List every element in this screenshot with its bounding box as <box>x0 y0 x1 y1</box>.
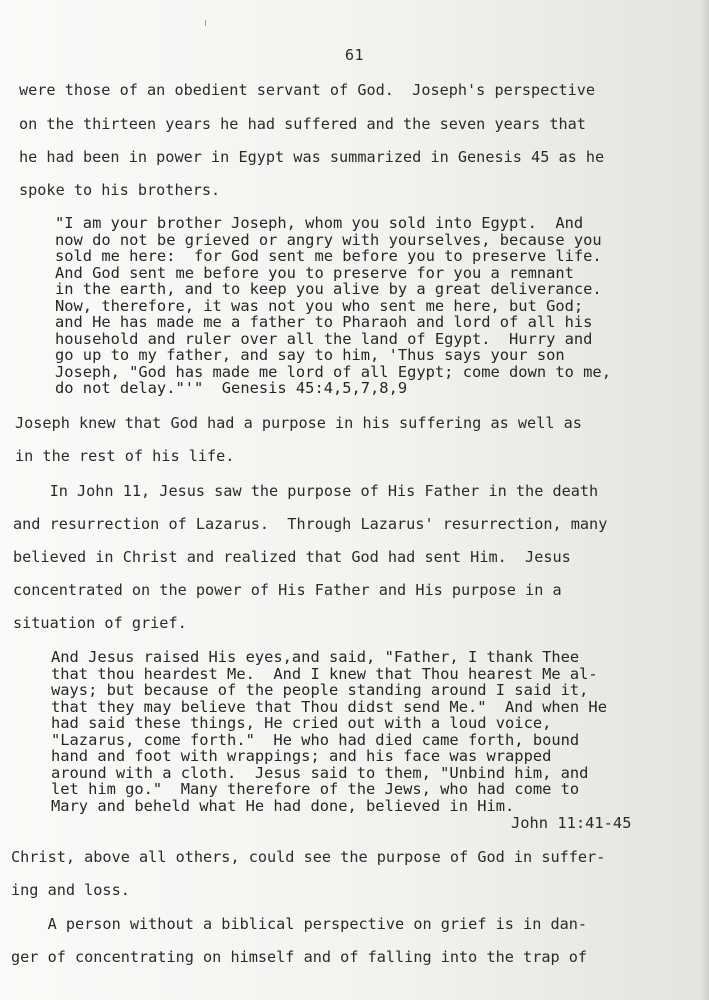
block-quote-line: and He has made me a father to Pharaoh and lord of all his <box>55 313 593 331</box>
body-line: ger of concentrating on himself and of falling into the trap of <box>11 948 588 966</box>
body-line: were those of an obedient servant of God. Joseph's perspective <box>19 81 596 99</box>
scripture-citation: John 11:41-45 <box>511 814 632 832</box>
block-quote-line: around with a cloth. Jesus said to them, "Unbind him, and <box>51 764 589 782</box>
block-quote-line: household and ruler over all the land of Egypt. Hurry and <box>55 330 593 348</box>
block-quote-line: "Lazarus, come forth." He who had died came forth, bound <box>51 731 580 749</box>
body-line: Joseph knew that God had a purpose in his suffering as well as <box>15 414 582 432</box>
body-line: A person without a biblical perspective on grief is in dan- <box>11 915 588 933</box>
page-number: 61 <box>344 46 365 64</box>
body-line: on the thirteen years he had suffered and the seven years that <box>19 115 586 133</box>
block-quote-line: let him go." Many therefore of the Jews, who had come to <box>51 780 580 798</box>
body-line: believed in Christ and realized that God had sent Him. Jesus <box>13 548 571 566</box>
body-line: concentrated on the power of His Father and His purpose in a <box>13 581 562 599</box>
block-quote-line: Joseph, "God has made me lord of all Egypt; come down to me, <box>55 363 611 381</box>
body-line: Christ, above all others, could see the purpose of God in suffer- <box>11 848 606 866</box>
body-line: and resurrection of Lazarus. Through Lazarus' resurrection, many <box>13 515 608 533</box>
block-quote-line: "I am your brother Joseph, whom you sold into Egypt. And <box>55 214 584 232</box>
block-quote-line: do not delay."'" Genesis 45:4,5,7,8,9 <box>55 379 408 397</box>
stray-mark <box>205 20 206 26</box>
block-quote-line: that thou heardest Me. And I knew that Thou hearest Me al- <box>51 665 598 683</box>
block-quote-line: that they may believe that Thou didst send Me." And when He <box>51 698 607 716</box>
block-quote-line: Mary and beheld what He had done, believed in Him. <box>51 797 515 815</box>
block-quote-line: sold me here: for God sent me before you to preserve life. <box>55 247 602 265</box>
body-line: situation of grief. <box>13 614 187 632</box>
block-quote-line: ways; but because of the people standing around I said it, <box>51 681 589 699</box>
block-quote-line: Now, therefore, it was not you who sent me here, but God; <box>55 297 584 315</box>
body-line: In John 11, Jesus saw the purpose of His Father in the death <box>13 482 599 500</box>
body-line: in the rest of his life. <box>15 447 235 465</box>
block-quote-line: And Jesus raised His eyes,and said, "Father, I thank Thee <box>51 648 580 666</box>
block-quote-line: in the earth, and to keep you alive by a great deliverance. <box>55 280 602 298</box>
block-quote-line: now do not be grieved or angry with yourselves, because you <box>55 231 602 249</box>
body-line: he had been in power in Egypt was summarized in Genesis 45 as he <box>19 148 605 166</box>
body-line: spoke to his brothers. <box>19 181 221 199</box>
block-quote-line: hand and foot with wrappings; and his face was wrapped <box>51 747 552 765</box>
body-line: ing and loss. <box>11 881 130 899</box>
block-quote-line: And God sent me before you to preserve for you a remnant <box>55 264 574 282</box>
block-quote-line: had said these things, He cried out with a loud voice, <box>51 714 552 732</box>
block-quote-line: go up to my father, and say to him, 'Thus says your son <box>55 346 565 364</box>
